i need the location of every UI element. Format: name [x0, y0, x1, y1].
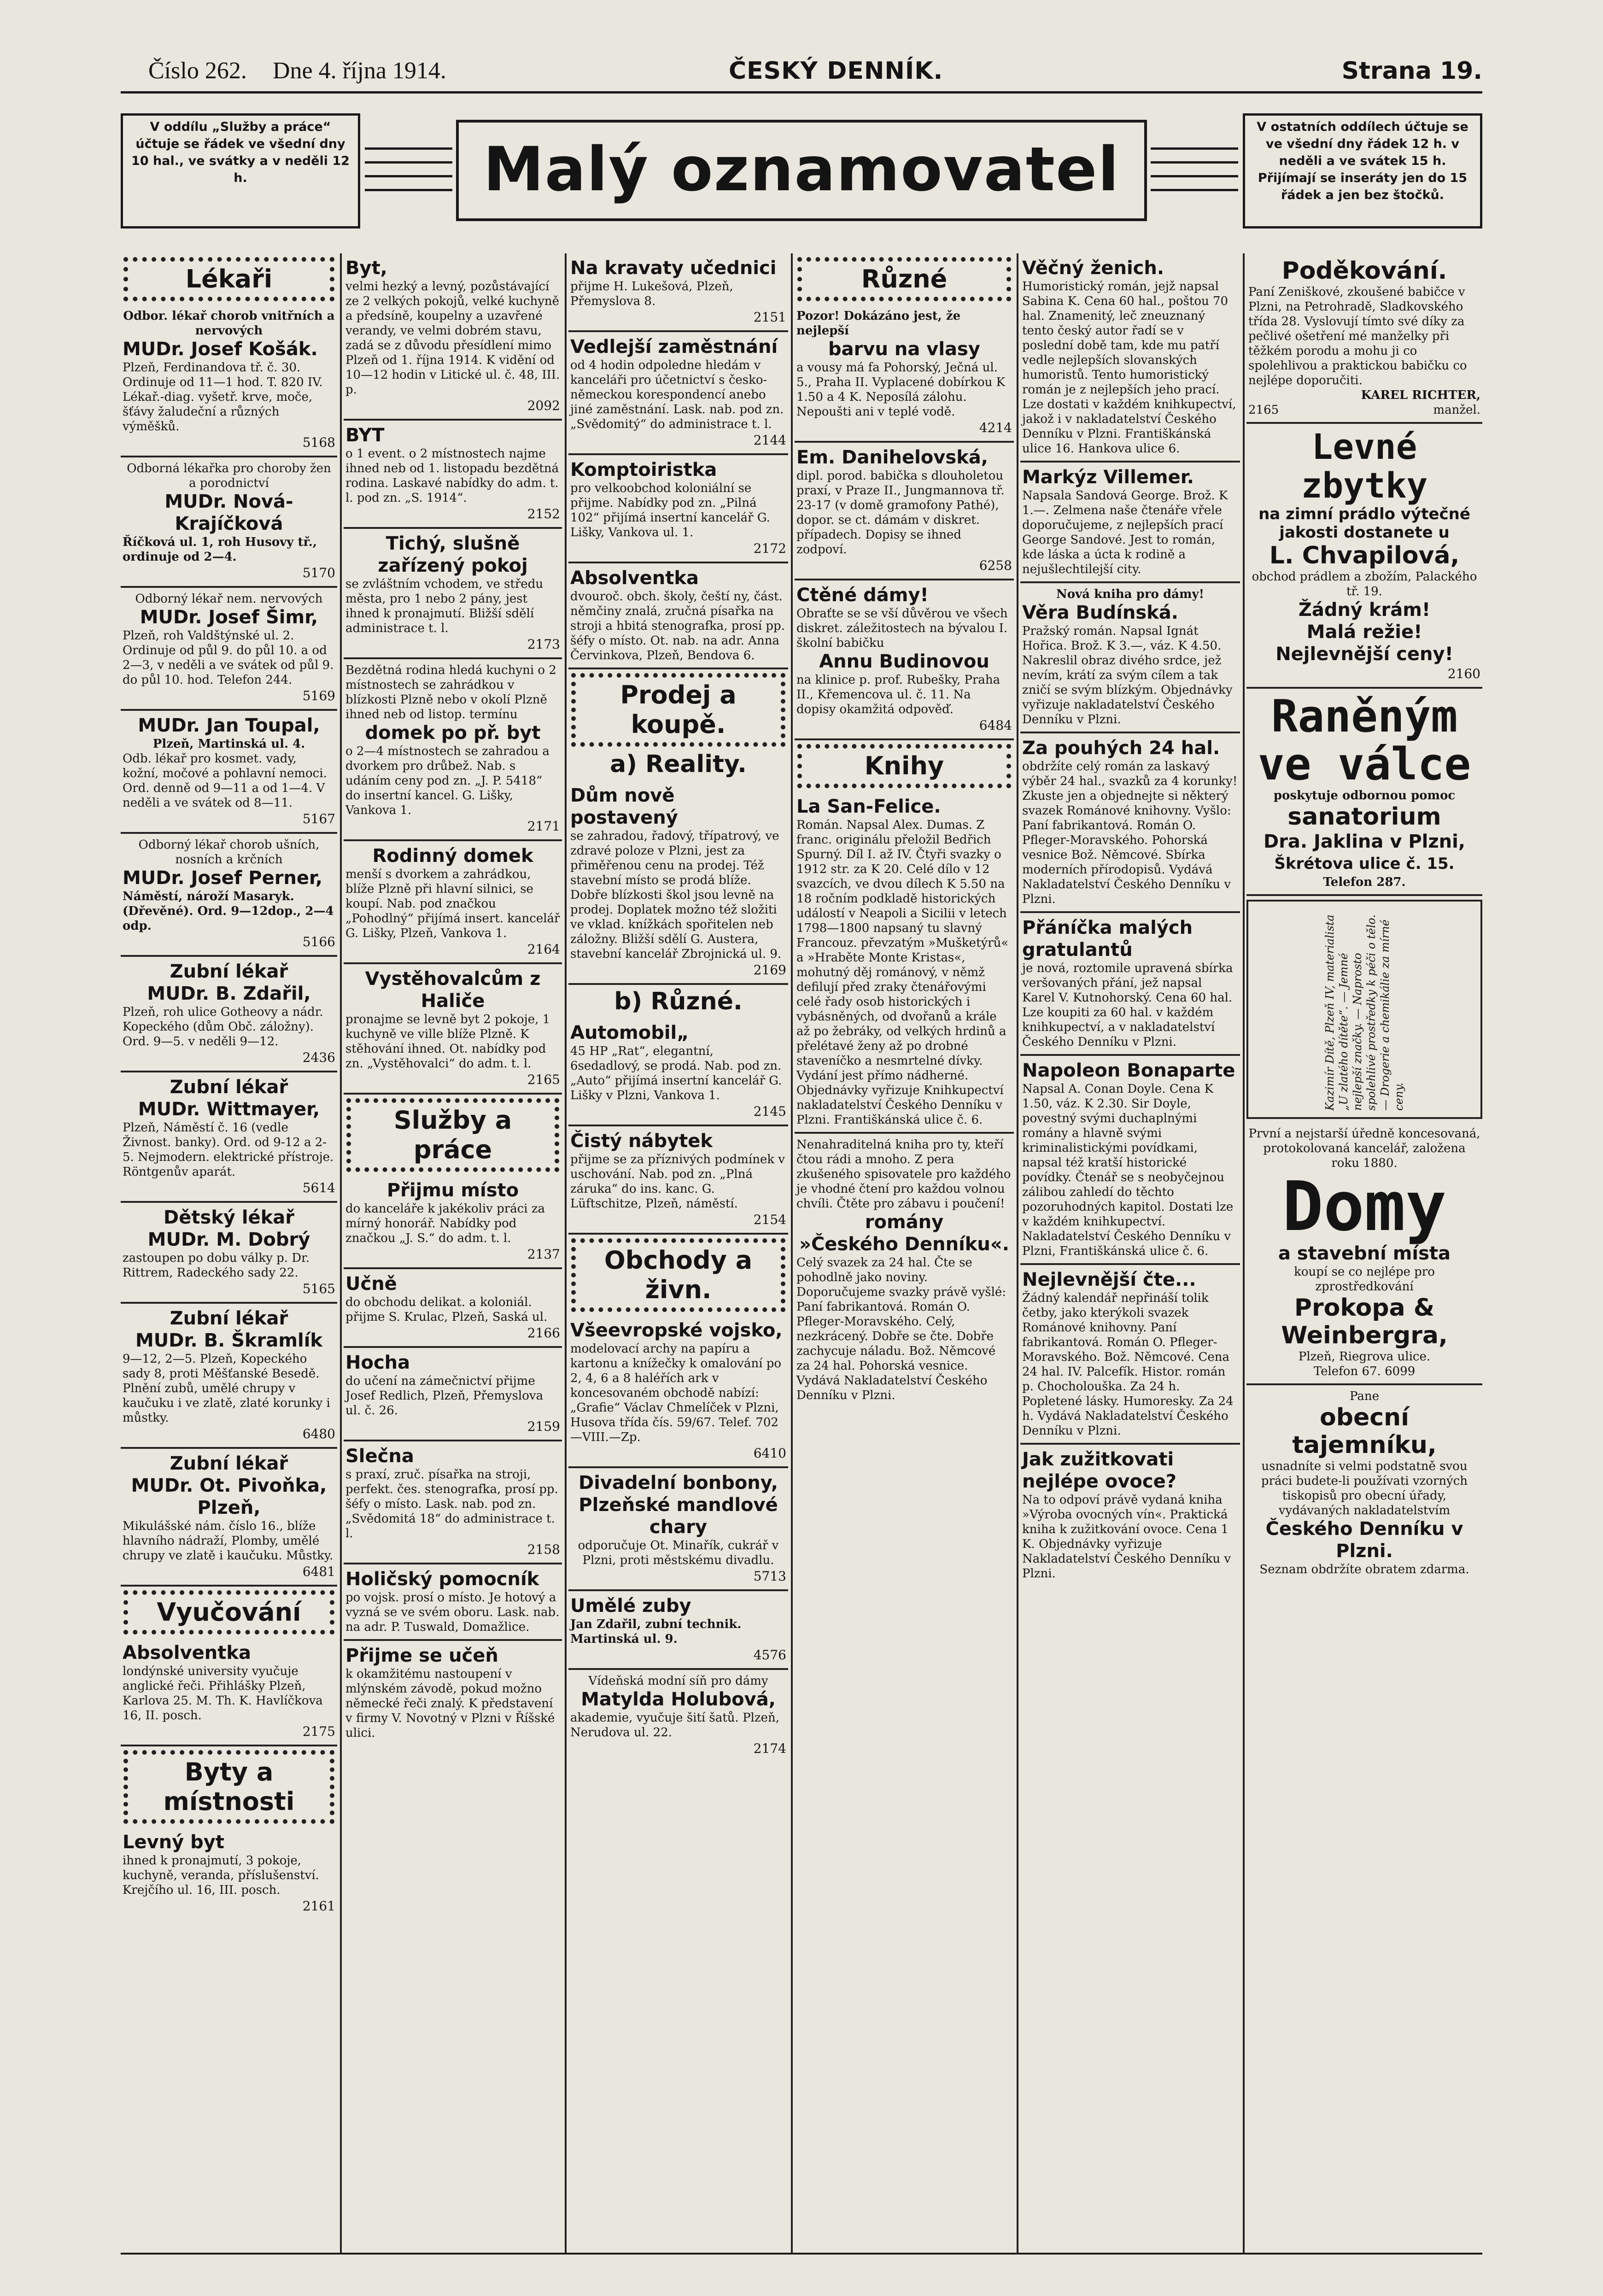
column-6 — [1246, 253, 1482, 2271]
column-separator — [791, 253, 793, 2253]
column-separator — [565, 253, 567, 2253]
ad-absolventka: Absolventka dvouroč. obch. školy, čeští ny, část. němčiny znalá, zručná písařka na stroji a hbitá stenografka, prosí pp. šéfy o místo. Ot. nab. na adr. Anna Červinkova, Plzeň, Bendova 6. — [568, 563, 788, 669]
section-heading-sluzby: Služby a práce — [346, 1098, 559, 1172]
ad-levny-byt: Levný byt ihned k pronajmutí, 3 pokoje, kuchyně, veranda, příslušenství. Krejčího ul. 16, III. posch. 2161 — [123, 1832, 335, 1914]
ad-podekovani: Poděkování. Paní Zeniškové, zkoušené babičce v Plzni, na Petrohradě, Sladkovského třída 28. Vyslovují tímto své díky za pečlivé ošetření mé manželky při těžkém porodu a mohu ji co spolehlivou a praktickou babičku co nejlépe doporučiti. KAREL RICHTER, 2165 manžel. — [1246, 253, 1482, 424]
ad-pranicka: Přáníčka malých gratulantů je nová, roztomile upravená sbírka veršovaných přání, jež napsal Karel V. Kutnohorský. Cena 60 hal. Lze koupiti za 60 hal. v každém knihkupectví, a v nakladatelství Českého Denníku v Plzni. — [1020, 913, 1240, 1056]
ad-nejlevnejsi-cteni: Nejlevnější čte... Žádný kalendář nepřináší tolik četby, jako kterýkoli svazek Románové knihovny. Paní fabrikantová. Román O. Pfleger-Moravského. Bož. Němcové. Cena 24 hal. IV. Palcefík. Histor. román p. Chocholouška. Za 24 h. Popletené lásky. Humoresky. Za 24 h. Vydává Nakladatelství Českého Denníku v Plzni. — [1020, 1265, 1240, 1445]
banner-line — [365, 147, 452, 150]
subheading-reality: a) Reality. — [610, 750, 747, 778]
ad-perner: Odborný lékař chorob ušních, nosních a krčních MUDr. Josef Perner, Náměstí, nároží Masaryk. (Dřevěné). Ord. 9—12dop., 2—4 odp. 5166 — [121, 834, 337, 957]
banner-line — [1151, 147, 1238, 150]
banner-title: Malý oznamovatel — [456, 120, 1147, 221]
ad-kazimir-dite: Kazimír Dítě, Plzeň IV, materialista „U zlatého dítěte“. — Jemné nejlepší značky. — Naprosto spolehlivé prostředky k péči o tělo. — Drogerie a chemikálie za mírné ceny. — [1246, 900, 1482, 1119]
ad-markyz-villemer: Markýz Villemer. Napsala Sandová George. Brož. K 1.—. Zelmena naše čtenáře vřele doporučujeme, z nejlepších prací George Sandové. Jest to román, kde láska a úcta k rodině a nejušlechtilejší city. — [1020, 463, 1240, 583]
section-heading-ruzne: Různé — [797, 257, 1011, 301]
section-banner — [121, 101, 1482, 240]
ad-umele-zuby: Umělé zuby Jan Zdařil, zubní technik. Martinská ul. 9. 4576 — [568, 1591, 788, 1670]
column-separator — [340, 253, 342, 2253]
ad-prijmu-misto: Přijmu místo do kanceláře k jakékoliv práci za mírný honorář. Nabídky pod značkou „J. S.“ do adm. t. l. 2137 — [344, 1176, 562, 1269]
section-heading-byty: Byty a místnosti — [123, 1750, 334, 1824]
issue-number: Číslo 262. — [148, 58, 247, 84]
banner-left-note: V oddílu „Služby a práce“ účtuje se řádek ve všední dny 10 hal., ve svátky a v neděli 12 h. — [121, 113, 360, 228]
ad-ovoce: Jak zužitkovati nejlépe ovoce? Na to odpoví právě vydaná kniha »Výroba ovocných vín«. Praktická kniha k zužitkování ovoce. Cena 1 K. Objednávky vyřizuje Nakladatelství Českého Denníku v Plzni. — [1022, 1449, 1231, 1581]
banner-line — [1151, 161, 1238, 164]
ad-ucne: Učně do obchodu delikat. a koloniál. přijme S. Krulac, Plzeň, Saská ul. 2166 — [344, 1269, 562, 1348]
ad-ranenym: Raněným ve válce poskytuje odbornou pomoc sanatorium Dra. Jaklina v Plzni, Škrétova ulice č. 15. Telefon 287. — [1246, 689, 1482, 896]
ad-vedlejsi-zamestnani: Vedlejší zaměstnání od 4 hodin odpoledne hledám v kanceláři pro účetnictví s česko-německou korespondencí anebo jiné zaměstnání. Lask. nab. pod zn. „Svědomitý“ do administrace t. l. 2144 — [568, 332, 788, 455]
ad-komptoiristka: Komptoiristka pro velkoobchod koloniální se přijme. Nabídky pod zn. „Pilná 102“ přijímá insertní kancelář G. Lišky, Vankova ul. 1. 2172 — [568, 455, 788, 563]
ad-cisty-nabytek: Čistý nábytek přijme se za příznivých podmínek v uschování. Nab. pod zn. „Plná záruka“ do ins. kanc. G. Lüftschitze, Plzeň, náměstí. 2154 — [568, 1126, 788, 1235]
column-3 — [568, 253, 788, 2271]
ad-skramlik: Zubní lékař MUDr. B. Škramlík 9—12, 2—5. Plzeň, Kopeckého sady 8, proti Měšťanské Besedě. Plnění zubů, umělé chrupy v kaučuku i ve zlatě, zlaté korunky i můstky. 6480 — [121, 1304, 337, 1449]
ad-nova-krajickova: Odborná lékařka pro choroby žen a porodnictví MUDr. Nová-Krajíčková Říčková ul. 1, roh Husovy tř., ordinuje od 2—4. 5170 — [121, 457, 337, 588]
ad-wittmayer: Zubní lékař MUDr. Wittmayer, Plzeň, Náměstí č. 16 (vedle Živnost. banky). Ord. od 9-12 a 2-5. Nejmodern. elektrické přístroje. Röntgenův aparát. 5614 — [121, 1072, 337, 1203]
ad-toupal: MUDr. Jan Toupal, Plzeň, Martinská ul. 4. Odb. lékař pro kosmet. vady, kožní, močové a pohlavní nemoci. Ord. denně od 9—11 a od 1—4. V neděli a ve svátek od 8—11. 5167 — [121, 711, 337, 834]
banner-line — [365, 189, 452, 191]
column-separator — [1243, 253, 1245, 2253]
column-2 — [344, 253, 562, 2271]
column-separator — [1017, 253, 1018, 2253]
ad-byt-1914: BYT o 1 event. o 2 místnostech najme ihned neb od 1. listopadu bezdětná rodina. Laskavé nabídky do adm. t. l. pod zn. „S. 1914“. 2152 — [344, 421, 562, 529]
ad-absolventka-london: Absolventka londýnské university vyučuje anglické řeči. Přihlášky Plzeň, Karlova 25. M. Th. K. Havlíčkova 16, II. posch. 2175 — [121, 1638, 337, 1746]
ad-napoleon: Napoleon Bonaparte Napsal A. Conan Doyle. Cena K 1.50, váz. K 2.30. Sir Doyle, povestný svými duchaplnými romány a hlavně svými kriminalistickými povídkami, napsal též kratší historické povídky. Čtenář se s neobyčejnou zálibou zahledí do těchto pozoruhodných kapitol. Dostati lze v každém knihkupectví. Nakladatelství Českého Denníku v Plzni, Františkánská ulice č. 6. — [1020, 1056, 1240, 1265]
banner-right-note: V ostatních oddílech účtuje se ve všední dny řádek 12 h. v neděli a ve svátek 15 h. Přijímají se inseráty jen do 15 řádek a jen bez štočků. — [1243, 113, 1482, 228]
section-heading-prodej: Prodej a koupě. — [571, 673, 785, 747]
ad-ctene-damy: Ctěné dámy! Obraťte se se vší důvěrou ve všech diskret. záležitostech na bývalou I. školní babičku Annu Budinovou na klinice p. prof. Rubešky, Praha II., Křemencova ul. č. 11. Na dopisy okamžitá odpověď. 6484 — [795, 580, 1014, 740]
ad-domy: První a nejstarší úředně koncesovaná, protokolovaná kancelář, založena roku 1880. Domy a stavební místa koupí se co nejlépe pro zprostředkování Prokopa & Weinbergra, Plzeň, Riegrova ulice. Telefon 67. 6099 — [1246, 1123, 1482, 1385]
ad-kravaty: Na kravaty učednici přijme H. Lukešová, Plzeň, Přemyslova 8. 2151 — [568, 253, 788, 332]
banner-line — [365, 161, 452, 164]
footer-rule — [121, 2253, 1482, 2255]
ad-byt-hezky: Byt, velmi hezký a levný, pozůstávající ze 2 velkých pokojů, velké kuchyně a předsíně, koupelny a uzavřené verandy, ve velmi dobrém stavu, zadá se z důvodu přesídlení mimo Plzeň od 1. října 1914. K vidění od 10—12 hodin v Litické ul. č. 48, III. p. 2092 — [344, 253, 562, 421]
ad-barva-na-vlasy: Pozor! Dokázáno jest, že nejlepší barvu na vlasy a vousy má fa Pohorský, Ječná ul. 5., Praha II. Vyplacené dobírkou K 1.50 a 4 K. Neposílá zálohu. Nepoušti ani v teplé vodě. 4214 — [795, 305, 1014, 443]
ad-dobry: Dětský lékař MUDr. M. Dobrý zastoupen po dobu války p. Dr. Rittrem, Radeckého sady 22. 5165 — [121, 1203, 337, 1304]
banner-line — [365, 175, 452, 177]
ad-san-felice: La San-Felice. Román. Napsal Alex. Dumas. Z franc. originálu přeložil Bedřich Spurný. Díl I. až IV. Čtyři svazky o 1912 str. za K 20. Celé dílo v 12 svazcích, ve dvou dílech K 5.50 na 18 ročním podkladě historických událostí v Neapoli a Sicilii v letech 1798—1800 napsaný tu slavný Francouz. převzatým »Mušketýrů« a »Hraběte Monte Kristas«, mohutný děj románový, v němž defilují před zraky čtenářovými celé řady osob historických i vybásněných, od dvořanů a krále až po žebráky, od velkých hrdinů a přelétavé ženy až po drobné staveníčko a nesmrtelné dívky. Vydání jest přímo nádherné. Objednávky vyřizuje Knihkupectví nakladatelství Českého Denníku v Plzni. Františkánská ulice č. 6. — [795, 792, 1014, 1134]
column-1 — [121, 253, 337, 2271]
ad-simr: Odborný lékař nem. nervových MUDr. Josef Šimr, Plzeň, roh Valdštýnské ul. 2. Ordinuje od půl 9. do půl 10. a od 2—3, v neděli a ve svátek od půl 9. do půl 10. hod. Telefon 244. 5169 — [121, 588, 337, 711]
ad-danihelovska: Em. Danihelovská, dipl. porod. babička s dlouholetou praxí, v Praze II., Jungmannova tř. 23-17 (v domě gramofony Pathé), dopor. se ct. dámám v diskret. případech. Dopisy se ihned zodpoví. 6258 — [795, 443, 1014, 580]
ad-vecny-zenich: Věčný ženich. Humoristický román, jejž napsal Sabina K. Cena 60 hal., poštou 70 hal. Znamenitý, leč zneuznaný tento český autor řadí se v poslední době tam, kde mu patří vedle nejlepších slovanských humoristů. Tento humoristický román je z nejlepších jeho prací. Lze dostati v každém knihkupectví, jakož i v nakladatelství Českého Denníku v Plzni. Františkánská ulice 16. Hankova ulice 6. — [1020, 253, 1240, 463]
ad-pivonka: Zubní lékař MUDr. Ot. Pivoňka, Plzeň, Mikulášské nám. číslo 16., blíže hlavního nádraží, Plomby, umělé chrupy ve zlatě i kaučuku. Můstky. 6481 — [121, 1449, 337, 1587]
ad-automobil: Automobil„ 45 HP „Rat“, elegantní, 6sedadlový, se prodá. Nab. pod zn. „Auto“ přijímá insertní kancelář G. Lišky v Plzni, Vankova 1. 2145 — [568, 1018, 788, 1126]
column-4 — [795, 253, 1014, 2271]
ad-dum-novy: Dům nově postavený se zahradou, řadový, třípatrový, ve zdravé poloze v Plzni, jest za přiměřenou cenu na prodej. Též stavební místo se prodá blíže. Dobře blízkosti škol jsou levně na prodej. Doplatek možno též složiti ve vklad. knížkách spořitelen neb záložny. Bližší sdělí G. Austera, stavební kancelář Zbrojnická ul. 9. 2169 — [568, 781, 788, 985]
ad-vseevropske-vojsko: Všeevropské vojsko, modelovací archy na papíru a kartonu a knížečky k omalování po 2, 4, 6 a 8 haléřích ark v koncesovaném obchodě nabízí: „Grafie“ Václav Chmelíček v Plzni, Husova třída čís. 59/67. Telef. 702—VIII.—Zp. 6410 — [568, 1316, 788, 1468]
newspaper-page — [121, 32, 1482, 2280]
ad-holicsky-pomocnik: Holičský pomocník po vojsk. prosí o místo. Je hotový a vyzná se ve svém oboru. Lask. nab. na adr. P. Tuswald, Domažlice. — [344, 1564, 562, 1641]
ad-vystehovalcum: Vystěhovalcům z Haliče pronajme se levně byt 2 pokoje, 1 kuchyně ve ville blíže Plzně. K stěhování ihned. Ot. nabídky pod zn. „Vystěhovalci“ do adm. t. l. 2165 — [344, 964, 562, 1095]
ad-vera-budinska: Nová kniha pro dámy! Věra Budínská. Pražský román. Napsal Ignát Hořica. Brož. K 3.—, váz. K 4.50. Nakreslil obraz divého srdce, jež nevím, krátí za svým cílem a tak zničí se svým blízkým. Objednávky vyřizuje nakladatelství Českého Denníku v Plzni. — [1020, 583, 1240, 733]
ad-holubova: Vídeňská modní síň pro dámy Matylda Holubová, akademie, vyučuje šití šatů. Plzeň, Nerudova ul. 22. 2174 — [570, 1674, 786, 1756]
ad-levne-zbytky: Levné zbytky na zimní prádlo výtečné jakosti dostanete u L. Chvapilová, obchod prádlem a zbožím, Palackého tř. 19. Žádný krám! Malá režie! Nejlevnější ceny! 2160 — [1246, 424, 1482, 689]
ad-domek: Bezdětná rodina hledá kuchyni o 2 místnostech se zahrádkou v blízkosti Plzně nebo v okolí Plzně ihned neb od listop. termínu domek po př. byt o 2—4 místnostech se zahradou a dvorkem pro drůbež. Nab. s udáním ceny pod zn. „J. P. 5418“ do insertní kancel. G. Lišky, Vankova 1. 2171 — [344, 659, 562, 841]
subheading-ruzne: b) Různé. — [614, 988, 743, 1015]
page-header — [121, 51, 1482, 92]
ad-slecna: Slečna s praxí, zruč. písařka na stroji, perfekt. čes. stenografka, prosí pp. šéfy o místo. Lask. nab. pod zn. „Svědomitá 18“ do administrace t. l. 2158 — [344, 1441, 562, 1564]
ad-romany: Nenahraditelná kniha pro ty, kteří čtou rádi a mnoho. Z pera zkušeného spisovatele pro každého je vhodné čtení pro každou volnou chvíli. Čtěte pro zábavu i poučení! romány »Českého Denníku«. Celý svazek za 24 hal. Čte se pohodlně jako noviny. Doporučujeme svazky právě vyšlé: Paní fabrikantová. Román O. Pfleger-Moravského. Celý, nezkrácený. Dobře se čte. Dobře zachycuje náladu. Bož. Němcové za 24 hal. Pohorská vesnice. Vydává Nakladatelství Českého Denníku v Plzni. — [796, 1138, 1011, 1402]
ad-rodinny-domek: Rodinný domek menší s dvorkem a zahrádkou, blíže Plzně při hlavní silnici, se koupí. Nab. pod značkou „Pohodlný“ přijímá insert. kancelář G. Lišky, Plzeň, Vankova 1. 2164 — [344, 841, 562, 964]
column-5 — [1020, 253, 1240, 2271]
ad-bonbony: Divadelní bonbony, Plzeňské mandlové chary odporučuje Ot. Minařík, cukrář v Plzni, proti městskému divadlu. 5713 — [568, 1468, 788, 1591]
newspaper-name: ČESKÝ DENNÍK. — [729, 57, 943, 85]
issue-date: Dne 4. října 1914. — [273, 58, 446, 84]
banner-line — [1151, 189, 1238, 191]
section-heading-vyucovani: Vyučování — [123, 1590, 334, 1634]
ad-ucen-mlyn: Přijme se učeň k okamžitému nastoupení v mlýnském závodě, pokud možno německé řeči znalý. K představení v firmy V. Novotný v Plzni v Říšské ulici. — [345, 1645, 555, 1740]
ad-zdaril: Zubní lékař MUDr. B. Zdařil, Plzeň, roh ulice Gotheovy a nádr. Kopeckého (dům Obč. záložny). Ord. 9—5. v neděli 9—12. 2436 — [121, 957, 337, 1072]
section-heading-lekari: Lékaři — [123, 257, 334, 301]
ad-za-pouhych: Za pouhých 24 hal. obdržíte celý román za laskavý výběr 24 hal., svazků za 4 korunky! Zkuste jen a objednejte si některý svazek Románové knihovny. Vyšlo: Paní fabrikantová. Román O. Pfleger-Moravského. Pohorská vesnice Bož. Němcové. Sbírka moderních přírodopisů. Vydává Nakladatelství Českého Denníku v Plzni. — [1020, 733, 1240, 913]
page-number: Strana 19. — [1341, 57, 1482, 85]
section-heading-obchody: Obchody a živn. — [571, 1238, 785, 1312]
banner-line — [1151, 175, 1238, 177]
ad-kosak: Odbor. lékař chorob vnitřních a nervových MUDr. Josef Košák. Plzeň, Ferdinandova tř. č. 30. Ordinuje od 11—1 hod. T. 820 IV. Lékař.-diag. vyšetř. krve, moče, šťávy žaludeční a různých výměšků. 5168 — [121, 305, 337, 457]
section-heading-knihy: Knihy — [797, 744, 1011, 788]
ad-hocha: Hocha do učení na zámečnictví přijme Josef Redlich, Plzeň, Přemyslova ul. č. 26. 2159 — [344, 1348, 562, 1441]
header-rule — [121, 91, 1482, 94]
ad-pokoj: Tichý, slušně zařízený pokoj se zvláštním vchodem, ve středu města, pro 1 nebo 2 pány, jest ihned k pronajmutí. Bližší sdělí administrace t. l. 2173 — [344, 529, 562, 659]
ad-obecni-tajemniku: Pane obecní tajemníku, usnadníte si velmi podstatně svou práci budete-li používati vzorných tiskopisů pro obecní úřady, vydávaných nakladatelstvím Českého Denníku v Plzni. Seznam obdržíte obratem zdarma. — [1259, 1389, 1469, 1576]
